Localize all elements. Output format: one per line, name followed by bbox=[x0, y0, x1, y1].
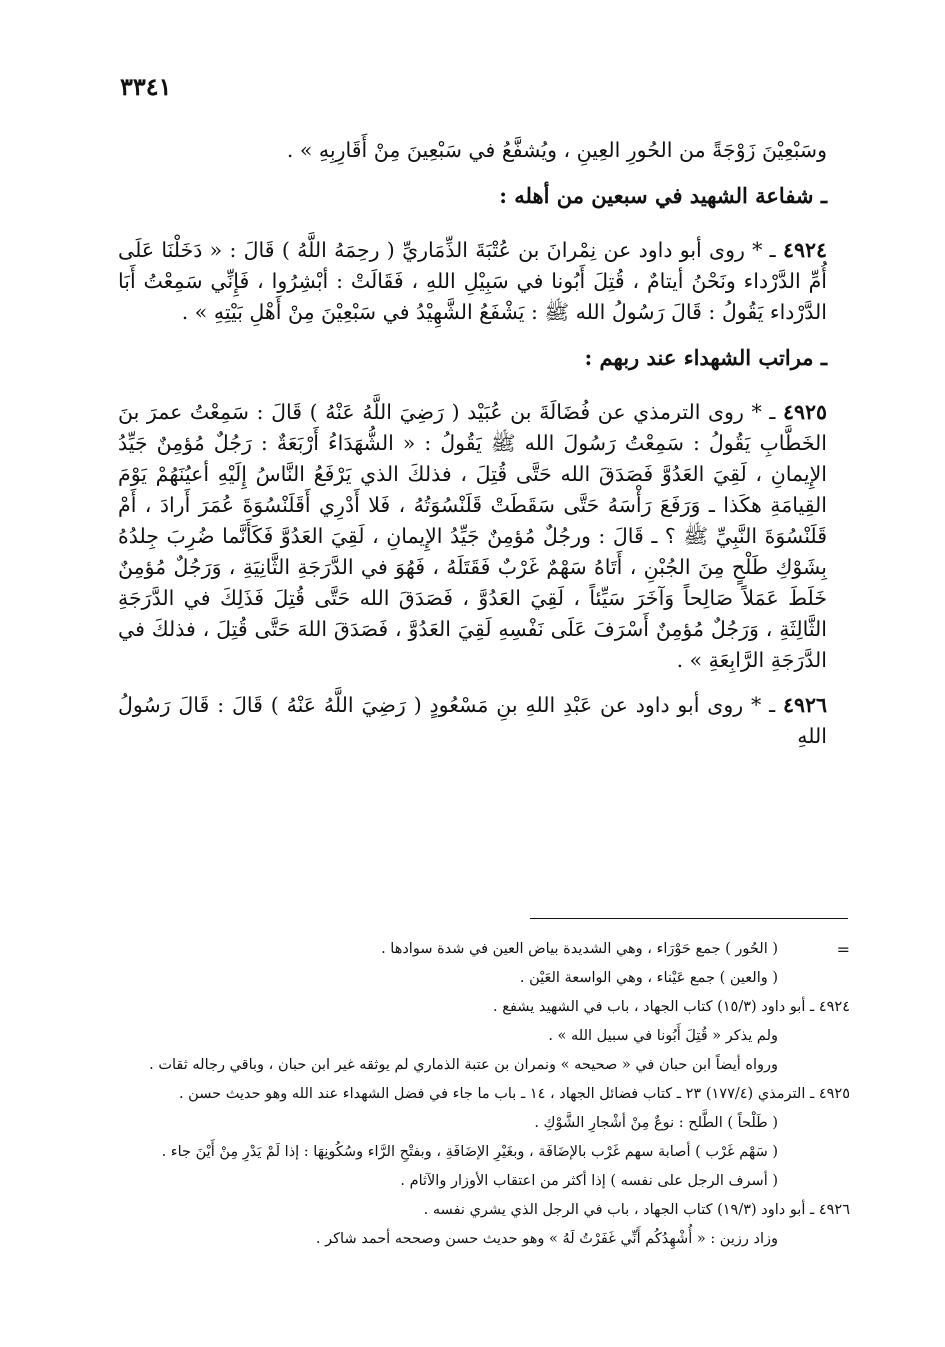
section-heading-ranks: ـ مراتب الشهداء عند ربهم : bbox=[584, 345, 827, 370]
hadith-4924 bbox=[118, 235, 827, 328]
hadith-text: ـ * روى الترمذي عن فُضَالَةَ بن عُبَيْد ( رَضِيَ اللَّهُ عَنْهُ ) قَالَ : سَمِعْتُ عمرَ بنَ الخَطَّابِ يَقُولُ : سَمِعْتُ رَسُولَ الله ﷺ يَقُولُ : « الشُّهَدَاءُ أَرْبَعَةٌ : رَجُلٌ مُؤمِنٌ جَيِّدُ الإِيمانِ ، لَقِيَ العَدُوَّ فَصَدَقَ الله حَتَّى قُتِلَ ، فذلكَ الذي يَرْفَعُ النَّاسُ إِلَيْهِ أعيُنَهُمْ يَوْمَ القِيامَةِ هكَذا ـ وَرَفَعَ رَأْسَهُ حَتَّى سَقَطَتْ قَلَنْسُوَتُهُ ، فَلا أَدْرِي أَقَلَنْسُوَةَ عُمَرَ أَرادَ ، أَمْ قَلَنْسُوَةَ النَّبِيِّ ﷺ ؟ ـ قَالَ : ورجُلٌ مُؤمِنٌ جَيِّدُ الإِيمانِ ، لَقِيَ العَدُوَّ فَكَأَنَّما ضُرِبَ جِلدُهُ بِشَوْكِ طَلْحٍ مِنَ الجُبْنِ ، أَتَاهُ سَهْمٌ غَرْبٌ فَقَتَلَهُ ، فَهُوَ في الدَّرَجَةِ الثَّانِيَةِ ، وَرَجُلٌ مُؤمِنٌ خَلَطَ عَمَلاً صَالِحاً وَآخَرَ سَيِّئاً ، لَقِيَ العَدُوَّ ، فَصَدَقَ الله حَتَّى قُتِلَ فَذَلِكَ في الدَّرَجَةِ الثَّالِثَةِ ، وَرَجُلٌ مُؤمِنٌ أَسْرَفَ عَلَى نَفْسِهِ لَقِيَ العَدُوَّ ، فَصَدَقَ اللهَ حَتَّى قُتِلَ ، فذلكَ في الدَّرَجَةِ الرَّابِعَةِ » . bbox=[118, 400, 827, 672]
footnote-line: ( طَلْحاً ) الطَّلح : نوعٌ مِنْ أشْجارِ الشَّوْكِ . bbox=[534, 1115, 778, 1131]
section-heading-intercession: ـ شفاعة الشهيد في سبعين من أهله : bbox=[499, 183, 827, 208]
footnote-line: ( سَهْم غَرْب ) أصابة سهم غَرْب بالإضَافَة ، وبغَيْرِ الإضَافَةِ ، وبفتْحِ الرَّاء وسُكُونِهَا : إذا لَمْ يَدْرِ مِنْ أَيْنَ جاء . bbox=[161, 1144, 778, 1160]
footnote-line: ورواه أيضاً ابن حبان في « صحيحه » ونمران بن عتبة الذماري لم يوثقه غير ابن حبان ، وباقي رجاله ثقات . bbox=[149, 1057, 778, 1073]
page-number: ٣٣٤١ bbox=[120, 72, 172, 101]
footnote-divider bbox=[530, 918, 848, 919]
footnote-line: ٤٩٢٥ ـ الترمذي (١٧٧/٤) ٢٣ ـ كتاب فضائل الجهاد ، ١٤ ـ باب ما جاء في فضل الشهداء عند الله وهو حديث حسن . bbox=[178, 1086, 850, 1102]
footnote-line: ولم يذكر « قُتِلَ أَبُونا في سبيل الله » . bbox=[548, 1028, 778, 1044]
footnote-line: ٤٩٢٦ ـ أبو داود (١٩/٣) كتاب الجهاد ، باب في الرجل الذي يشري نفسه . bbox=[423, 1202, 850, 1218]
hadith-number: ٤٩٢٥ bbox=[782, 400, 827, 424]
hadith-number: ٤٩٢٤ bbox=[782, 238, 827, 262]
footnotes bbox=[118, 935, 850, 1254]
footnote-line: ( الحُور ) جمع حَوْرَاء ، وهي الشديدة بياض العين في شدة سوادها . bbox=[381, 941, 778, 957]
footnote-line: وزاد رزين : « أُشْهِدُكُم أَنِّي غَفَرْتُ لَهُ » وهو حديث حسن وصححه أحمد شاكر . bbox=[315, 1231, 778, 1247]
footnote-line: ( والعين ) جمع عَيْناء ، وهي الواسعة العَيْن . bbox=[519, 970, 778, 986]
hadith-number: ٤٩٢٦ bbox=[782, 693, 827, 717]
footnote-line: ٤٩٢٤ ـ أبو داود (١٥/٣) كتاب الجهاد ، باب في الشهيد يشفع . bbox=[493, 999, 850, 1015]
main-text bbox=[118, 135, 827, 766]
hadith-4926 bbox=[118, 690, 827, 752]
footnote-line: ( أسرف الرجل على نفسه ) إذا أكثر من اعتقاب الأوزار والآثام . bbox=[400, 1173, 778, 1189]
continuation-mark: = bbox=[836, 940, 850, 959]
hadith-text: ـ * روى أبو داود عن عَبْدِ اللهِ بنِ مَسْعُودٍ ( رَضِيَ اللَّهُ عَنْهُ ) قَالَ : قَالَ رَسُولُ اللهِ bbox=[118, 693, 827, 748]
hadith-text: ـ * روى أبو داود عن نِمْرانَ بن عُتْبَةَ الذِّمَاريِّ ( رحِمَهُ اللَّهُ ) قَالَ : « دَخَلْنَا عَلَى أُمِّ الدَّرْداء ونَحْنُ أيتامٌ ، قُتِلَ أَبُونا في سَبِيْلِ اللهِ ، فَقَالَتْ : أبْشِرُوا ، فَإِنِّي سَمِعْتُ أَبَا الدَّرْداء يَقُولُ : قَالَ رَسُولُ الله ﷺ : يَشْفَعُ الشَّهِيْدُ في سَبْعِيْنَ مِنْ أَهْلِ بَيْتِهِ » . bbox=[118, 238, 827, 324]
paragraph-continuation: وسَبْعِيْنَ زَوْجَةً من الحُورِ العِينِ ، ويُشفَّعُ في سَبْعِينَ مِنْ أَقَارِبِهِ » . bbox=[286, 138, 827, 162]
hadith-4925 bbox=[118, 397, 827, 676]
